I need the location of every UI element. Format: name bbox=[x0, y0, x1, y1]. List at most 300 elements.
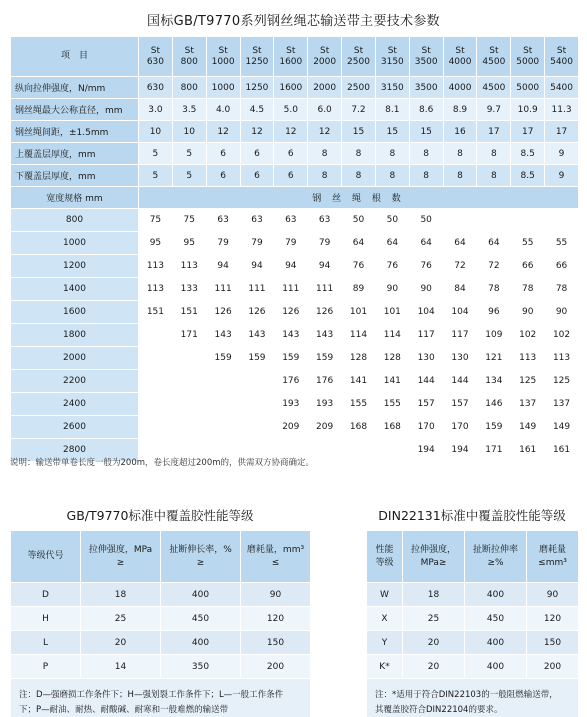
spec-cell: 9.7 bbox=[477, 99, 511, 121]
gb-table-title: GB/T9770标准中覆盖胶性能等级 bbox=[66, 508, 254, 523]
rope-count-cell: 176 bbox=[308, 370, 342, 393]
rope-count-cell: 90 bbox=[375, 278, 409, 301]
width-row bbox=[11, 209, 579, 232]
grade-header bbox=[443, 37, 477, 77]
din-cell: Y bbox=[367, 631, 403, 655]
din-cell: 200 bbox=[527, 655, 579, 679]
spec-cell: 12 bbox=[206, 121, 240, 143]
gb-footnote bbox=[11, 679, 311, 717]
spec-cell: 10.9 bbox=[511, 99, 545, 121]
rope-count-cell: 171 bbox=[477, 439, 511, 462]
grade-value: 1600 bbox=[279, 56, 303, 67]
grade-prefix: St bbox=[523, 45, 533, 56]
spec-cell: 1250 bbox=[240, 77, 274, 99]
rope-count-cell: 126 bbox=[274, 301, 308, 324]
gb-header-line1: 扯断伸长率，% bbox=[169, 544, 232, 555]
gb-cell: 18 bbox=[81, 583, 161, 607]
rope-count-cell: 94 bbox=[206, 255, 240, 278]
rope-count-cell: 157 bbox=[443, 393, 477, 416]
rope-count-cell: 126 bbox=[206, 301, 240, 324]
spec-row bbox=[11, 121, 579, 143]
din-footnote bbox=[367, 679, 579, 717]
spec-cell: 5400 bbox=[545, 77, 579, 99]
din-cell: W bbox=[367, 583, 403, 607]
rope-count-cell: 94 bbox=[240, 255, 274, 278]
din-header-cell bbox=[527, 531, 579, 583]
spec-cell: 8.5 bbox=[511, 165, 545, 187]
width-row bbox=[11, 370, 579, 393]
rope-count-cell: 161 bbox=[511, 439, 545, 462]
rope-count-cell: 75 bbox=[139, 209, 173, 232]
spec-cell: 15 bbox=[342, 121, 376, 143]
rope-count-cell: 102 bbox=[511, 324, 545, 347]
width-value: 2400 bbox=[11, 393, 139, 416]
spec-cell: 8 bbox=[342, 143, 376, 165]
grade-value: 800 bbox=[180, 56, 198, 67]
din-header-row bbox=[367, 531, 579, 583]
gb-footnote-line1: 注：D—强磨损工作条件下；H—强划裂工作条件下；L—一般工作条件 bbox=[19, 689, 284, 700]
spec-note: 说明：输送带单卷长度一般为200m，卷长度超过200m的，供需双方协商确定。 bbox=[10, 458, 315, 468]
rope-count-cell: 101 bbox=[375, 301, 409, 324]
spec-row-label: 纵向拉伸强度，N/mm bbox=[11, 77, 139, 99]
rope-count-cell: 159 bbox=[274, 347, 308, 370]
grade-prefix: St bbox=[455, 45, 465, 56]
gb-header-cell bbox=[81, 531, 161, 583]
spec-cell: 1000 bbox=[206, 77, 240, 99]
spec-cell: 16 bbox=[443, 121, 477, 143]
rope-count-cell: 170 bbox=[443, 416, 477, 439]
grade-header bbox=[477, 37, 511, 77]
grade-prefix: St bbox=[353, 45, 364, 56]
rope-count-cell: 72 bbox=[443, 255, 477, 278]
din-cell: 400 bbox=[465, 631, 527, 655]
rope-count-cell: 193 bbox=[308, 393, 342, 416]
rope-count-cell: 113 bbox=[139, 255, 173, 278]
grade-header bbox=[545, 37, 579, 77]
gb-cell: 150 bbox=[241, 631, 311, 655]
rope-count-cell: 143 bbox=[240, 324, 274, 347]
gb-cell: P bbox=[11, 655, 81, 679]
spec-cell: 5 bbox=[172, 143, 206, 165]
grade-prefix: St bbox=[218, 45, 228, 56]
din-row bbox=[367, 583, 579, 607]
rope-count-cell: 78 bbox=[545, 278, 579, 301]
rope-count-cell: 64 bbox=[375, 232, 409, 255]
rope-count-cell: 63 bbox=[308, 209, 342, 232]
gb-cell: 350 bbox=[161, 655, 241, 679]
spec-cell: 4.0 bbox=[206, 99, 240, 121]
spec-cell: 8 bbox=[409, 165, 443, 187]
spec-cell: 6 bbox=[274, 143, 308, 165]
rope-count-cell: 111 bbox=[308, 278, 342, 301]
spec-cell: 6 bbox=[240, 165, 274, 187]
spec-cell: 12 bbox=[308, 121, 342, 143]
rope-count-cell: 64 bbox=[342, 232, 376, 255]
width-value: 2200 bbox=[11, 370, 139, 393]
spec-row bbox=[11, 143, 579, 165]
gb-header-cell bbox=[241, 531, 311, 583]
grade-header bbox=[375, 37, 409, 77]
gb-cell: D bbox=[11, 583, 81, 607]
rope-count-cell: 72 bbox=[477, 255, 511, 278]
rope-count-cell: 128 bbox=[375, 347, 409, 370]
gb-header-row bbox=[11, 531, 311, 583]
rope-count-cell: 64 bbox=[409, 232, 443, 255]
rope-count-cell: 130 bbox=[409, 347, 443, 370]
din-header-line1: 性能 bbox=[375, 544, 394, 555]
spec-cell: 5 bbox=[139, 143, 173, 165]
spec-row-label: 钢丝绳最大公称直径，mm bbox=[11, 99, 139, 121]
grade-prefix: St bbox=[489, 45, 499, 56]
rope-count-cell: 76 bbox=[375, 255, 409, 278]
width-value: 1800 bbox=[11, 324, 139, 347]
gb-grade-table bbox=[10, 530, 311, 717]
gb-header-cell bbox=[161, 531, 241, 583]
spec-cell: 8 bbox=[443, 143, 477, 165]
spec-cell: 2500 bbox=[342, 77, 376, 99]
gb-header-line1: 磨耗量，mm³ bbox=[246, 544, 305, 555]
spec-cell: 15 bbox=[409, 121, 443, 143]
grade-value: 5400 bbox=[550, 56, 573, 67]
width-row bbox=[11, 232, 579, 255]
din-cell: 20 bbox=[403, 655, 465, 679]
gb-cell: H bbox=[11, 607, 81, 631]
width-row bbox=[11, 347, 579, 370]
rope-count-cell: 168 bbox=[342, 416, 376, 439]
gb-cell: 90 bbox=[241, 583, 311, 607]
spec-cell: 11.3 bbox=[545, 99, 579, 121]
din-row bbox=[367, 655, 579, 679]
rope-count-cell: 102 bbox=[545, 324, 579, 347]
rope-count-cell: 149 bbox=[511, 416, 545, 439]
rope-count-cell bbox=[206, 416, 240, 439]
rope-count-cell: 134 bbox=[477, 370, 511, 393]
width-row bbox=[11, 255, 579, 278]
spec-cell: 1600 bbox=[274, 77, 308, 99]
grade-value: 3150 bbox=[380, 56, 404, 67]
width-value: 1400 bbox=[11, 278, 139, 301]
din-header-cell bbox=[367, 531, 403, 583]
rope-count-cell bbox=[172, 393, 206, 416]
gb-header-line1: 等级代号 bbox=[27, 551, 64, 561]
din-cell: 400 bbox=[465, 655, 527, 679]
width-value: 1000 bbox=[11, 232, 139, 255]
spec-cell: 8.5 bbox=[511, 143, 545, 165]
spec-cell: 4.5 bbox=[240, 99, 274, 121]
spec-cell: 4500 bbox=[477, 77, 511, 99]
rope-count-cell: 94 bbox=[274, 255, 308, 278]
spec-cell: 17 bbox=[477, 121, 511, 143]
rope-count-cell: 209 bbox=[308, 416, 342, 439]
width-header-label: 宽度规格 mm bbox=[11, 187, 139, 209]
rope-count-cell: 155 bbox=[342, 393, 376, 416]
rope-count-cell: 89 bbox=[342, 278, 376, 301]
grade-header bbox=[342, 37, 376, 77]
spec-row-label: 上覆盖层厚度，mm bbox=[11, 143, 139, 165]
rope-count-cell: 79 bbox=[240, 232, 274, 255]
spec-cell: 3500 bbox=[409, 77, 443, 99]
spec-cell: 5.0 bbox=[274, 99, 308, 121]
grade-header bbox=[308, 37, 342, 77]
rope-count-cell: 90 bbox=[545, 301, 579, 324]
grade-header bbox=[511, 37, 545, 77]
rope-count-cell: 76 bbox=[409, 255, 443, 278]
spec-cell: 8 bbox=[375, 165, 409, 187]
rope-count-cell: 117 bbox=[409, 324, 443, 347]
gb-cell: L bbox=[11, 631, 81, 655]
din-cell: 450 bbox=[465, 607, 527, 631]
gb-row bbox=[11, 631, 311, 655]
rope-count-cell: 143 bbox=[308, 324, 342, 347]
rope-count-cell: 113 bbox=[139, 278, 173, 301]
rope-count-cell: 50 bbox=[409, 209, 443, 232]
rope-count-cell bbox=[139, 393, 173, 416]
rope-count-cell: 96 bbox=[477, 301, 511, 324]
rope-count-cell bbox=[545, 209, 579, 232]
rope-count-cell: 159 bbox=[308, 347, 342, 370]
grade-prefix: St bbox=[150, 45, 161, 56]
grade-value: 4000 bbox=[448, 56, 472, 67]
rope-count-cell bbox=[477, 209, 511, 232]
spec-cell: 630 bbox=[139, 77, 173, 99]
rope-count-cell: 155 bbox=[375, 393, 409, 416]
rope-count-cell: 90 bbox=[409, 278, 443, 301]
din-cell: X bbox=[367, 607, 403, 631]
spec-cell: 8.6 bbox=[409, 99, 443, 121]
rope-count-cell bbox=[511, 209, 545, 232]
gb-cell: 120 bbox=[241, 607, 311, 631]
rope-count-cell: 113 bbox=[172, 255, 206, 278]
rope-count-cell bbox=[240, 393, 274, 416]
gb-footnote-line2: 下；P—耐油、耐热、耐酸碱、耐寒和一般难燃的输送带 bbox=[19, 704, 229, 715]
rope-count-cell: 111 bbox=[206, 278, 240, 301]
din-row bbox=[367, 631, 579, 655]
spec-table bbox=[10, 36, 579, 462]
spec-cell: 8 bbox=[375, 143, 409, 165]
rope-count-cell: 194 bbox=[443, 439, 477, 462]
gb-header-line2: ≥ bbox=[196, 557, 205, 568]
spec-row-label: 钢丝绳间距，±1.5mm bbox=[11, 121, 139, 143]
grade-header bbox=[240, 37, 274, 77]
rope-count-cell: 84 bbox=[443, 278, 477, 301]
width-row bbox=[11, 416, 579, 439]
din-footnote-row bbox=[367, 679, 579, 717]
spec-cell: 8 bbox=[477, 143, 511, 165]
rope-count-cell: 194 bbox=[409, 439, 443, 462]
gb-cell: 450 bbox=[161, 607, 241, 631]
rope-count-cell: 79 bbox=[206, 232, 240, 255]
rope-count-cell bbox=[172, 347, 206, 370]
rope-count-cell: 144 bbox=[409, 370, 443, 393]
rope-count-cell: 149 bbox=[545, 416, 579, 439]
width-value: 800 bbox=[11, 209, 139, 232]
spec-cell: 800 bbox=[172, 77, 206, 99]
width-row bbox=[11, 324, 579, 347]
rope-count-cell: 141 bbox=[342, 370, 376, 393]
spec-row bbox=[11, 77, 579, 99]
spec-cell: 7.2 bbox=[342, 99, 376, 121]
gb-header-line2: ≤ bbox=[271, 557, 280, 568]
rope-count-cell: 76 bbox=[342, 255, 376, 278]
gb-cell: 25 bbox=[81, 607, 161, 631]
din-table-title: DIN22131标准中覆盖胶性能等级 bbox=[378, 508, 566, 523]
grade-header bbox=[139, 37, 173, 77]
din-grade-table bbox=[366, 530, 579, 717]
rope-count-cell: 146 bbox=[477, 393, 511, 416]
rope-count-cell: 137 bbox=[545, 393, 579, 416]
grade-prefix: St bbox=[387, 45, 397, 56]
rope-count-cell: 209 bbox=[274, 416, 308, 439]
spec-cell: 17 bbox=[511, 121, 545, 143]
din-cell: 18 bbox=[403, 583, 465, 607]
gb-cell: 200 bbox=[241, 655, 311, 679]
rope-count-cell: 143 bbox=[206, 324, 240, 347]
spec-row bbox=[11, 165, 579, 187]
rope-count-cell: 113 bbox=[545, 347, 579, 370]
rope-count-cell: 171 bbox=[172, 324, 206, 347]
din-cell: 400 bbox=[465, 583, 527, 607]
grade-value: 1000 bbox=[211, 56, 235, 67]
spec-cell: 8 bbox=[308, 165, 342, 187]
grade-prefix: St bbox=[252, 45, 262, 56]
width-value: 1600 bbox=[11, 301, 139, 324]
grade-value: 2000 bbox=[313, 56, 337, 67]
grade-prefix: St bbox=[320, 45, 330, 56]
rope-count-cell bbox=[206, 393, 240, 416]
gb-cell: 400 bbox=[161, 583, 241, 607]
gb-header-cell bbox=[11, 531, 81, 583]
din-cell: 150 bbox=[527, 631, 579, 655]
rope-count-cell: 101 bbox=[342, 301, 376, 324]
rope-count-cell: 55 bbox=[545, 232, 579, 255]
rope-count-cell: 66 bbox=[511, 255, 545, 278]
din-footnote-line2: 其覆盖胶符合DIN22104的要求。 bbox=[375, 704, 503, 715]
spec-cell: 8 bbox=[443, 165, 477, 187]
grade-value: 4500 bbox=[482, 56, 506, 67]
din-header-cell bbox=[403, 531, 465, 583]
width-value: 2800 bbox=[11, 439, 139, 462]
rope-count-cell: 95 bbox=[172, 232, 206, 255]
spec-cell: 9 bbox=[545, 165, 579, 187]
spec-cell: 10 bbox=[139, 121, 173, 143]
rope-count-cell: 157 bbox=[409, 393, 443, 416]
gb-row bbox=[11, 607, 311, 631]
spec-cell: 8 bbox=[409, 143, 443, 165]
grade-header bbox=[409, 37, 443, 77]
din-header-line1: 拉伸强度， bbox=[410, 544, 456, 555]
din-header-line2: MPa≥ bbox=[420, 557, 447, 568]
din-header-line2: ≤mm³ bbox=[538, 557, 567, 568]
rope-count-cell: 159 bbox=[240, 347, 274, 370]
rope-count-cell: 151 bbox=[139, 301, 173, 324]
spec-cell: 8.1 bbox=[375, 99, 409, 121]
width-value: 1200 bbox=[11, 255, 139, 278]
rope-count-cell: 50 bbox=[375, 209, 409, 232]
rope-count-cell bbox=[206, 370, 240, 393]
rope-count-cell: 114 bbox=[342, 324, 376, 347]
spec-cell: 3.5 bbox=[172, 99, 206, 121]
spec-cell: 8.9 bbox=[443, 99, 477, 121]
spec-cell: 4000 bbox=[443, 77, 477, 99]
width-value: 2600 bbox=[11, 416, 139, 439]
rope-count-cell: 126 bbox=[308, 301, 342, 324]
din-header-line1: 磨耗量 bbox=[538, 544, 566, 555]
rope-count-cell bbox=[139, 370, 173, 393]
rope-count-cell: 176 bbox=[274, 370, 308, 393]
spec-cell: 12 bbox=[240, 121, 274, 143]
din-cell: 25 bbox=[403, 607, 465, 631]
spec-cell: 3.0 bbox=[139, 99, 173, 121]
rope-count-cell: 109 bbox=[477, 324, 511, 347]
rope-count-cell bbox=[139, 416, 173, 439]
gb-cell: 20 bbox=[81, 631, 161, 655]
gb-header-line2: ≥ bbox=[116, 557, 125, 568]
gb-row bbox=[11, 655, 311, 679]
grade-prefix: St bbox=[556, 45, 567, 56]
rope-count-cell: 144 bbox=[443, 370, 477, 393]
spec-cell: 17 bbox=[545, 121, 579, 143]
spec-cell: 3150 bbox=[375, 77, 409, 99]
din-footnote-line1: 注：*适用于符合DIN22103的一般阻燃输送带， bbox=[375, 689, 558, 700]
rope-count-cell: 125 bbox=[511, 370, 545, 393]
rope-count-cell: 137 bbox=[511, 393, 545, 416]
gb-header-line1: 拉伸强度，MPa bbox=[88, 544, 153, 555]
rope-count-cell: 143 bbox=[274, 324, 308, 347]
din-header-line1: 扯断拉伸率 bbox=[472, 544, 518, 555]
rope-count-cell: 79 bbox=[308, 232, 342, 255]
rope-count-cell: 78 bbox=[477, 278, 511, 301]
spec-cell: 5 bbox=[139, 165, 173, 187]
rope-count-cell: 63 bbox=[274, 209, 308, 232]
grade-value: 630 bbox=[146, 56, 165, 67]
rope-count-cell bbox=[172, 416, 206, 439]
rope-count-cell: 193 bbox=[274, 393, 308, 416]
grade-value: 2500 bbox=[347, 56, 370, 67]
rope-count-cell bbox=[139, 347, 173, 370]
spec-cell: 2000 bbox=[308, 77, 342, 99]
rope-count-cell: 170 bbox=[409, 416, 443, 439]
spec-cell: 10 bbox=[172, 121, 206, 143]
spec-header-label: 项 目 bbox=[11, 37, 139, 77]
gb-footnote-row bbox=[11, 679, 311, 717]
width-value: 2000 bbox=[11, 347, 139, 370]
spec-cell: 8 bbox=[342, 165, 376, 187]
spec-cell: 6 bbox=[274, 165, 308, 187]
gb-row bbox=[11, 583, 311, 607]
spec-cell: 6.0 bbox=[308, 99, 342, 121]
rope-count-cell bbox=[443, 209, 477, 232]
rope-count-cell: 95 bbox=[139, 232, 173, 255]
grade-header bbox=[172, 37, 206, 77]
grade-prefix: St bbox=[184, 45, 194, 56]
din-cell: 90 bbox=[527, 583, 579, 607]
spec-cell: 5 bbox=[172, 165, 206, 187]
din-cell: K* bbox=[367, 655, 403, 679]
spec-row bbox=[11, 99, 579, 121]
width-row bbox=[11, 278, 579, 301]
rope-count-cell bbox=[342, 439, 376, 462]
spec-cell: 8 bbox=[308, 143, 342, 165]
rope-count-cell bbox=[240, 370, 274, 393]
rope-count-cell: 78 bbox=[511, 278, 545, 301]
rope-count-cell: 64 bbox=[443, 232, 477, 255]
rope-count-cell: 128 bbox=[342, 347, 376, 370]
spec-cell: 6 bbox=[206, 165, 240, 187]
spec-cell: 9 bbox=[545, 143, 579, 165]
width-row bbox=[11, 393, 579, 416]
rope-count-cell bbox=[139, 324, 173, 347]
rope-count-cell bbox=[375, 439, 409, 462]
